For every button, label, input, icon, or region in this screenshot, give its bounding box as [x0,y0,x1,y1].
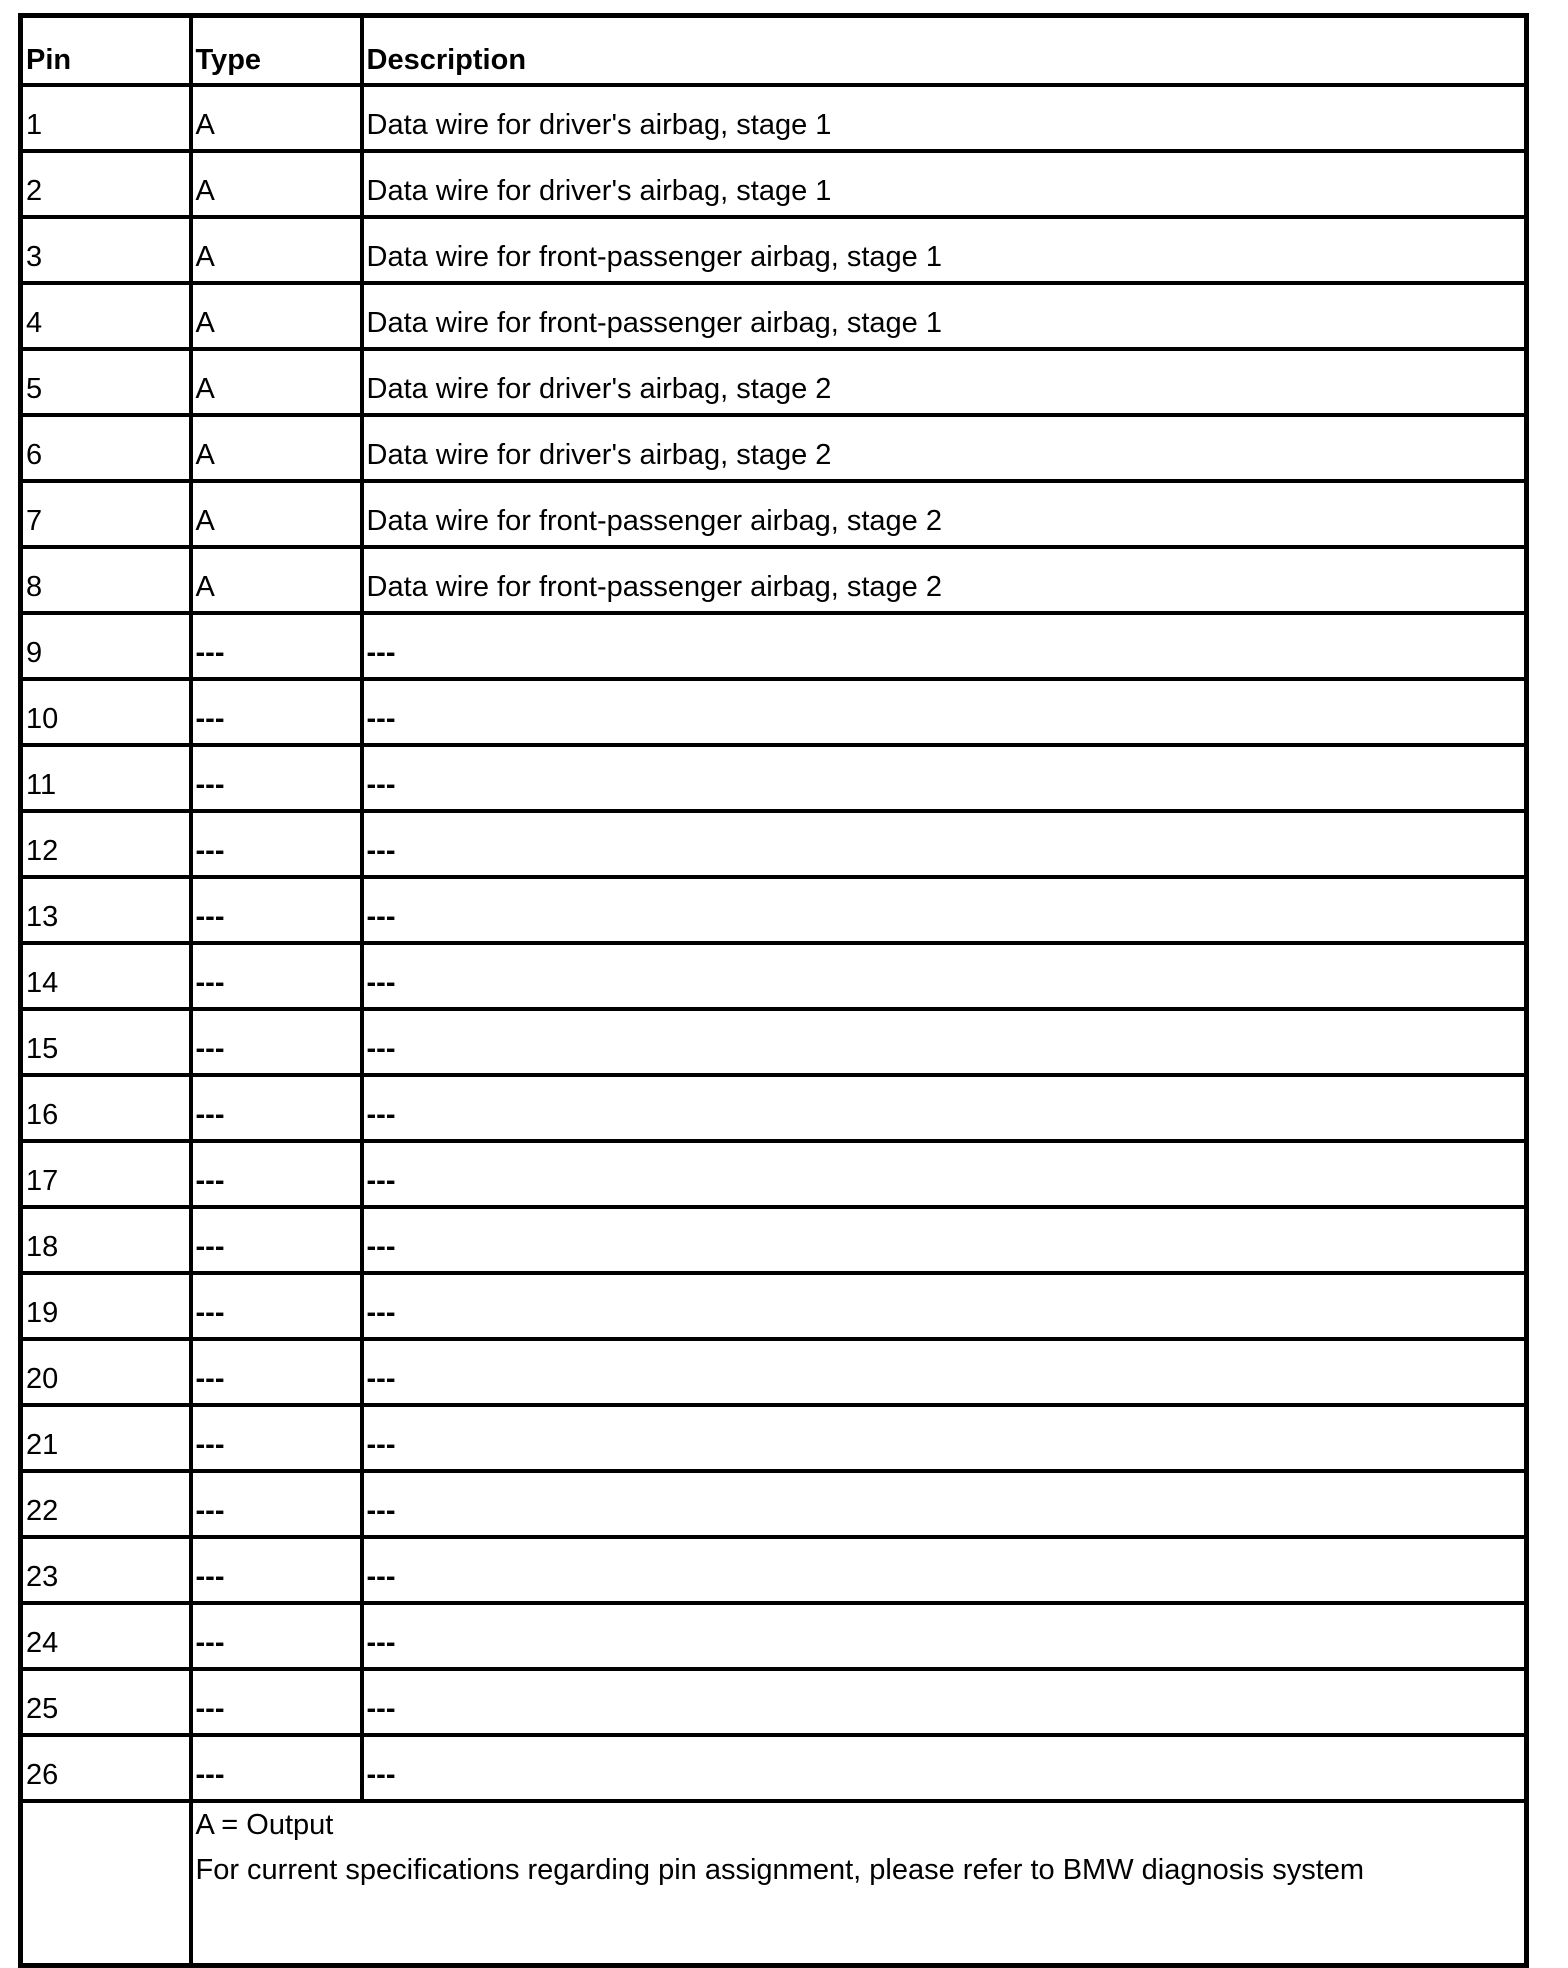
pin-cell: 17 [21,1141,191,1207]
type-cell: --- [191,1603,362,1669]
description-cell: --- [362,1669,1527,1735]
table-row [21,547,1527,613]
table-row [21,1603,1527,1669]
pin-cell: 8 [21,547,191,613]
table-row [21,943,1527,1009]
description-cell: --- [362,1405,1527,1471]
table-row [21,877,1527,943]
footer-row [21,1801,1527,1966]
pin-cell: 19 [21,1273,191,1339]
type-legend: A = Output [195,1809,334,1841]
description-cell: Data wire for front-passenger airbag, stage 1 [362,217,1527,283]
description-cell: Data wire for driver's airbag, stage 2 [362,349,1527,415]
table-row [21,679,1527,745]
table-row [21,217,1527,283]
type-cell: --- [191,1009,362,1075]
type-cell: --- [191,1273,362,1339]
table-row [21,1669,1527,1735]
pin-cell: 13 [21,877,191,943]
header-pin: Pin [21,16,191,86]
description-cell: --- [362,1207,1527,1273]
description-cell: --- [362,1273,1527,1339]
pin-cell: 11 [21,745,191,811]
table-row [21,415,1527,481]
table-row [21,85,1527,151]
description-cell: Data wire for front-passenger airbag, stage 2 [362,547,1527,613]
type-cell: --- [191,679,362,745]
pin-cell: 9 [21,613,191,679]
description-cell: --- [362,745,1527,811]
footer-notes-cell [191,1801,1527,1966]
pin-cell: 14 [21,943,191,1009]
table-row [21,1339,1527,1405]
pin-cell: 1 [21,85,191,151]
description-cell: --- [362,1471,1527,1537]
specification-note: For current specifications regarding pin assignment, please refer to BMW diagnosis system [195,1854,1365,1886]
type-cell: A [191,151,362,217]
pin-cell: 23 [21,1537,191,1603]
header-row [21,16,1527,86]
table-row [21,283,1527,349]
description-cell: --- [362,613,1527,679]
description-cell: Data wire for front-passenger airbag, stage 1 [362,283,1527,349]
type-cell: --- [191,1471,362,1537]
description-cell: Data wire for driver's airbag, stage 2 [362,415,1527,481]
type-cell: --- [191,745,362,811]
table-row [21,1537,1527,1603]
pin-cell: 26 [21,1735,191,1801]
description-cell: --- [362,1735,1527,1801]
pin-assignment-table [18,13,1529,1968]
table-row [21,1075,1527,1141]
type-cell: A [191,349,362,415]
type-cell: A [191,415,362,481]
type-cell: A [191,283,362,349]
type-cell: --- [191,1141,362,1207]
type-cell: --- [191,1075,362,1141]
type-cell: --- [191,943,362,1009]
description-cell: --- [362,877,1527,943]
pin-cell: 4 [21,283,191,349]
pin-cell: 24 [21,1603,191,1669]
type-cell: --- [191,811,362,877]
type-cell: --- [191,1207,362,1273]
table-row [21,811,1527,877]
table-row [21,349,1527,415]
pin-cell: 22 [21,1471,191,1537]
description-cell: --- [362,1603,1527,1669]
header-type: Type [191,16,362,86]
pin-cell: 21 [21,1405,191,1471]
pin-cell: 6 [21,415,191,481]
type-cell: A [191,547,362,613]
pin-cell: 3 [21,217,191,283]
description-cell: --- [362,1339,1527,1405]
description-cell: Data wire for front-passenger airbag, stage 2 [362,481,1527,547]
pin-cell: 12 [21,811,191,877]
type-cell: --- [191,1669,362,1735]
description-cell: --- [362,1537,1527,1603]
pin-cell: 7 [21,481,191,547]
pin-cell: 10 [21,679,191,745]
header-description: Description [362,16,1527,86]
description-cell: --- [362,1009,1527,1075]
table-row [21,1735,1527,1801]
pin-cell: 15 [21,1009,191,1075]
pin-cell: 18 [21,1207,191,1273]
table-row [21,745,1527,811]
table-row [21,1141,1527,1207]
type-cell: --- [191,1735,362,1801]
table-row [21,481,1527,547]
table-row [21,1405,1527,1471]
description-cell: Data wire for driver's airbag, stage 1 [362,151,1527,217]
pin-cell: 5 [21,349,191,415]
type-cell: --- [191,877,362,943]
description-cell: --- [362,943,1527,1009]
description-cell: --- [362,1141,1527,1207]
pin-cell: 20 [21,1339,191,1405]
pin-cell: 2 [21,151,191,217]
type-cell: A [191,481,362,547]
pin-cell: 16 [21,1075,191,1141]
table-row [21,1273,1527,1339]
table-row [21,613,1527,679]
table-row [21,1009,1527,1075]
table-row [21,1471,1527,1537]
table-body [21,85,1527,1801]
type-cell: A [191,85,362,151]
table-row [21,1207,1527,1273]
description-cell: --- [362,811,1527,877]
type-cell: --- [191,613,362,679]
type-cell: --- [191,1339,362,1405]
type-cell: --- [191,1537,362,1603]
footer-empty-cell [21,1801,191,1966]
description-cell: Data wire for driver's airbag, stage 1 [362,85,1527,151]
table-row [21,151,1527,217]
type-cell: --- [191,1405,362,1471]
pin-cell: 25 [21,1669,191,1735]
type-cell: A [191,217,362,283]
description-cell: --- [362,679,1527,745]
description-cell: --- [362,1075,1527,1141]
